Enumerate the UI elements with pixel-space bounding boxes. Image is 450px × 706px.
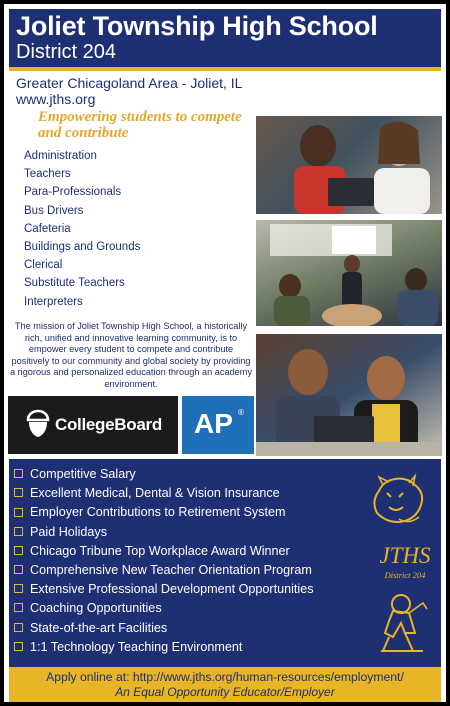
benefit-label: Coaching Opportunities (30, 601, 162, 616)
benefit-item (14, 619, 314, 638)
district-name: District 204 (16, 41, 117, 63)
photo-classroom-teacher (256, 220, 442, 326)
bullet-square-icon (14, 488, 23, 497)
school-name: Joliet Township High School (16, 11, 378, 41)
location-text: Greater Chicagoland Area - Joliet, IL (16, 75, 243, 91)
bullet-square-icon (14, 623, 23, 632)
benefits-panel (9, 459, 441, 667)
bullet-square-icon (14, 546, 23, 555)
position-item: Cafeteria (24, 222, 71, 235)
benefit-item (14, 561, 314, 580)
benefit-item (14, 523, 314, 542)
position-item: Teachers (24, 168, 71, 181)
bullet-square-icon (14, 584, 23, 593)
equal-opportunity-statement: An Equal Opportunity Educator/Employer (115, 685, 335, 699)
benefit-label: 1:1 Technology Teaching Environment (30, 639, 243, 654)
benefits-list (14, 465, 314, 657)
bullet-square-icon (14, 508, 23, 517)
benefit-item (14, 542, 314, 561)
benefit-item (14, 638, 314, 657)
benefit-item (14, 465, 314, 484)
photo-illustration (256, 334, 442, 456)
benefit-label: Comprehensive New Teacher Orientation Program (30, 562, 312, 577)
benefit-item (14, 580, 314, 599)
position-item: Buildings and Grounds (24, 240, 141, 253)
position-item: Substitute Teachers (24, 277, 125, 290)
position-item: Clerical (24, 259, 63, 272)
position-item: Para-Professionals (24, 186, 122, 199)
bullet-square-icon (14, 469, 23, 478)
position-item: Administration (24, 150, 97, 162)
tiger-mascot-icon (369, 473, 427, 527)
bullet-square-icon (14, 527, 23, 536)
bullet-square-icon (14, 642, 23, 651)
positions-list (24, 147, 140, 311)
collegeboard-logo (8, 396, 178, 454)
collegeboard-wordmark: CollegeBoard (55, 415, 162, 434)
mission-statement: The mission of Joliet Township High School, a historically rich, unified and innovative learning community, is to empower every student to compete and contribute positively to our community and global society by providing a rigorous and personalized education through an academy environment. (9, 321, 253, 389)
apply-online-link[interactable]: Apply online at: http://www.jths.org/human-resources/employment/ (46, 670, 404, 684)
benefit-label: State-of-the-art Facilities (30, 620, 168, 635)
atlas-statue-icon (379, 593, 431, 655)
photo-students-computers (256, 334, 442, 456)
bullet-square-icon (14, 565, 23, 574)
bullet-square-icon (14, 603, 23, 612)
position-item: Bus Drivers (24, 204, 84, 217)
benefit-label: Employer Contributions to Retirement System (30, 505, 286, 520)
emblem-district: District 204 (384, 570, 426, 580)
benefit-item (14, 484, 314, 503)
registered-mark: ® (238, 408, 244, 417)
ap-wordmark: AP (194, 408, 233, 439)
photo-illustration (256, 116, 442, 214)
photo-students-laptops (256, 116, 442, 214)
benefit-item (14, 599, 314, 618)
footer-banner (9, 667, 441, 702)
benefit-label: Competitive Salary (30, 467, 136, 481)
flyer (4, 4, 446, 702)
ap-logo (182, 396, 254, 454)
benefit-label: Extensive Professional Development Opportunities (30, 582, 314, 597)
benefit-label: Paid Holidays (30, 524, 108, 539)
header-banner (9, 9, 441, 71)
benefit-item (14, 503, 314, 522)
benefit-label: Chicago Tribune Top Workplace Award Winner (30, 543, 290, 558)
website-text: www.jths.org (16, 91, 96, 107)
position-item: Interpreters (24, 295, 83, 308)
acorn-icon (26, 409, 50, 439)
jths-monogram: JTHS (379, 543, 431, 568)
benefit-label: Excellent Medical, Dental & Vision Insurance (30, 486, 280, 501)
photo-illustration (256, 220, 442, 326)
tagline: Empowering students to compete and contribute (38, 109, 242, 141)
